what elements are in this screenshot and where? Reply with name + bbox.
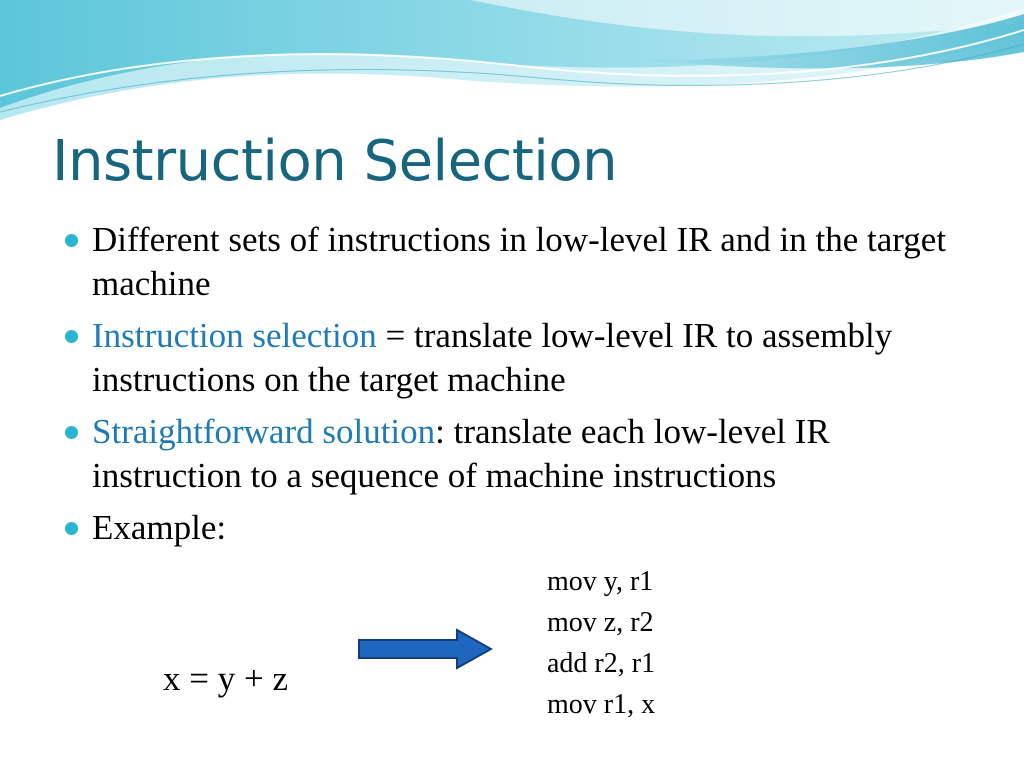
slide-title: Instruction Selection — [52, 129, 618, 194]
bullet-dot-icon — [65, 234, 78, 247]
assembly-block — [547, 561, 655, 725]
bullet-dot-icon — [65, 426, 78, 439]
bullet-dot-icon — [65, 522, 78, 535]
right-arrow-icon — [357, 628, 493, 670]
assembly-line: mov y, r1 — [547, 566, 654, 597]
bullet-highlight: Instruction selection — [92, 316, 377, 355]
bullet-highlight: Straightforward solution — [92, 412, 436, 451]
bullet-dot-icon — [65, 330, 78, 343]
bullet-list — [62, 218, 982, 558]
assembly-line: add r2, r1 — [547, 648, 656, 679]
bullet-item — [62, 410, 982, 498]
bullet-text: : translate each low-level IR instruction to a sequence of machine instructions — [92, 412, 830, 495]
bullet-item — [62, 218, 982, 306]
bullet-text: Example: — [92, 508, 227, 547]
source-expression: x = y + z — [163, 659, 289, 698]
assembly-line: mov r1, x — [547, 689, 656, 720]
assembly-line: mov z, r2 — [547, 607, 654, 638]
bullet-text: Different sets of instructions in low-level IR and in the target machine — [92, 220, 947, 303]
wave-header-decoration — [0, 0, 1024, 130]
bullet-item — [62, 506, 982, 550]
bullet-item — [62, 314, 982, 402]
bullet-text: = translate low-level IR to assembly instructions on the target machine — [92, 316, 893, 399]
